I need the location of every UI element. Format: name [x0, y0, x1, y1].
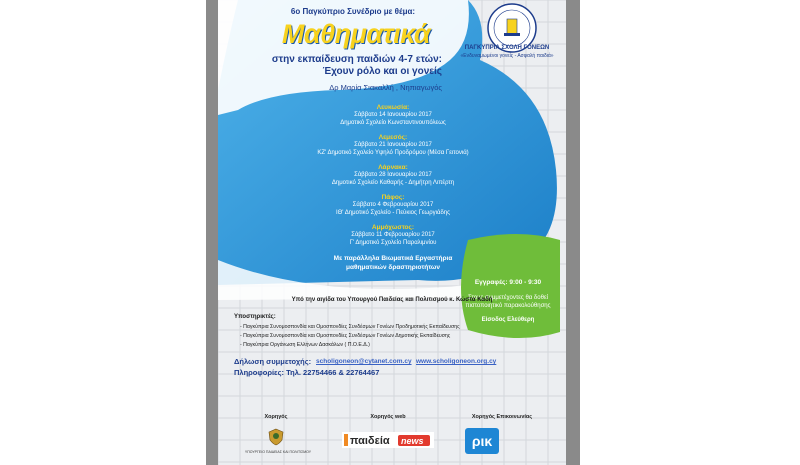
event-date: Σάββατο 28 Ιανουαρίου 2017 [354, 172, 432, 178]
speaker-name: Δρ Μαρία Σιακαλλή , Νηπιαγωγός [329, 83, 442, 92]
sponsor-heading: Χορηγός [264, 414, 288, 420]
event-date: Σάββατο 21 Ιανουαρίου 2017 [354, 142, 432, 148]
certificate-line-2: πιστοποιητικό παρακολούθησης [465, 303, 551, 309]
event-city: Πάφος: [381, 194, 405, 201]
event-venue: Δημοτικό Σχολείο Κωνσταντινουπόλεως [340, 120, 446, 126]
conference-poster [218, 0, 566, 465]
supporter-item: - Παγκύπρια Συνομοσπονδία και Ομοσπονδίες Συνδέσμων Γονέων Δημοτικής Εκπαίδευσης [240, 333, 451, 339]
event-city: Λάρνακα: [378, 164, 408, 171]
news-logo-text: news [401, 436, 424, 446]
workshop-line-1: Με παράλληλα Βιωματικά Εργαστήρια [333, 255, 453, 262]
rik-logo [465, 428, 499, 454]
supporter-item: - Παγκύπρια Συνομοσπονδία και Ομοσπονδίες Συνδέσμων Γονέων Προδημοτικής Εκπαίδευσης [240, 324, 460, 330]
organizer-motto: «Ενδυναμωμένοι γονείς - Ασφαλή παιδιά» [460, 53, 554, 59]
event-date: Σάββατο 14 Ιανουαρίου 2017 [354, 112, 432, 118]
certificate-line-1: Στους συμμετέχοντες θα δοθεί [468, 295, 548, 301]
event-date: Σάββατο 4 Φεβρουαρίου 2017 [352, 202, 434, 208]
ministry-caption: ΥΠΟΥΡΓΕΙΟ ΠΑΙΔΕΙΑΣ ΚΑΙ ΠΟΛΙΤΙΣΜΟΥ [244, 450, 312, 454]
event-venue: Γ' Δημοτικό Σχολείο Παραλιμνίου [349, 240, 437, 246]
website-link[interactable]: www.scholigoneon.org.cy [416, 358, 497, 365]
email-link[interactable]: scholigoneon@cytanet.com.cy [316, 358, 412, 365]
ministry-crest-icon [268, 428, 284, 446]
rik-logo-text: ρικ [471, 433, 493, 449]
free-entry: Είσοδος Ελεύθερη [481, 317, 535, 323]
conference-line: 6ο Παγκύπριο Συνέδριο με θέμα: [290, 7, 416, 16]
event-venue: Δημοτικό Σχολείο Καθαρής - Δημήτρη Λιπέρτη [331, 180, 455, 186]
event-venue: ΙΘ' Δημοτικό Σχολείο - Πεύκιος Γεωργιάδης [335, 210, 451, 216]
patronage-line: Υπό την αιγίδα του Υπουργού Παιδείας και Πολιτισμού κ. Κώστα Καδή [291, 297, 493, 303]
event-city: Αμμόχωστος: [371, 224, 415, 231]
organizer-name: ΠΑΓΚΥΠΡΙΑ ΣΧΟΛΗ ΓΟΝΕΩΝ [464, 45, 550, 51]
registration-time: Εγγραφές: 9:00 - 9:30 [474, 279, 542, 286]
comm-sponsor-heading: Χορηγός Επικοινωνίας [471, 414, 533, 420]
subtitle-line-2: Έχουν ρόλο και οι γονείς [322, 66, 442, 77]
event-venue: ΚΖ' Δημοτικό Σχολείο Υψηλό Προδρόμου (Μέσα Γειτονιά) [317, 150, 469, 156]
paideia-news-logo [342, 432, 434, 448]
workshop-line-2: μαθηματικών δραστηριοτήτων [345, 264, 441, 271]
event-date: Σάββατο 11 Φεβρουαρίου 2017 [351, 232, 435, 238]
event-city: Λεμεσός: [378, 134, 408, 141]
event-city: Λευκωσία: [376, 104, 410, 111]
paideia-logo-text: παιδεία [350, 435, 390, 447]
web-sponsor-heading: Χορηγός web [370, 414, 406, 420]
left-frame-bar [206, 0, 218, 465]
subtitle-line-1: στην εκπαίδευση παιδιών 4-7 ετών: [271, 54, 442, 65]
registration-label: Δήλωση συμμετοχής: [234, 357, 312, 366]
info-phones: Πληροφορίες: Τηλ. 22754466 & 22764467 [234, 368, 380, 377]
right-frame-bar [566, 0, 580, 465]
paideia-news-logo-graphic [342, 432, 434, 448]
poster-title: Μαθηματικά [281, 19, 431, 49]
supporters-heading: Υποστηρικτές: [234, 314, 276, 320]
supporter-item: - Παγκύπρια Οργάνωση Ελλήνων Δασκάλων ( Π.Ο.Ε.Δ.) [240, 342, 370, 348]
